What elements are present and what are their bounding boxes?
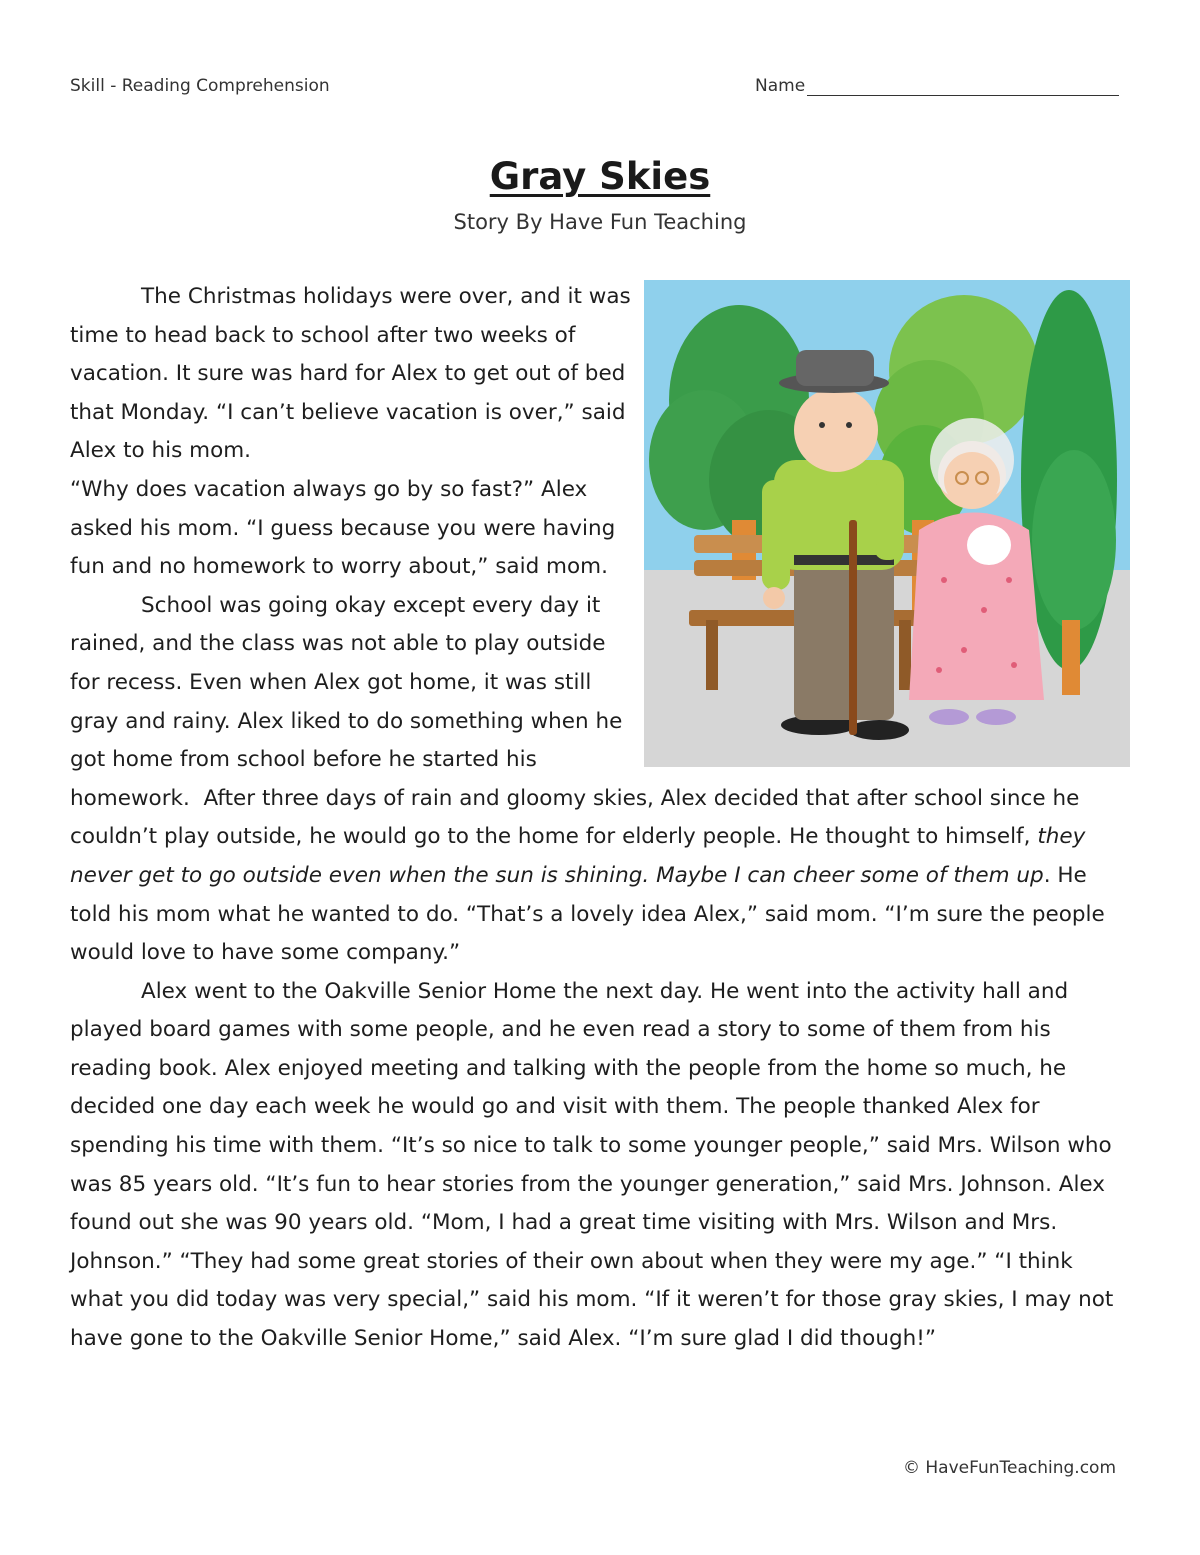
paragraph-1: The Christmas holidays were over, and it was time to head back to school after two weeks of vacation. It sure was hard for Alex to get out of bed that Monday. “I can’t believe vacation is over,” said Alex to his mom. (70, 284, 631, 464)
story-byline: Story By Have Fun Teaching (453, 210, 747, 234)
paragraph-3-italic: they never get to go outside even when the sun is shining. Maybe I can cheer some of them up (70, 824, 1086, 888)
story-title: Gray Skies (489, 155, 711, 198)
skill-label: Skill - Reading Comprehension (70, 76, 330, 96)
story-body (70, 278, 1130, 1359)
paragraph-3-part-b: . He told his mom what he wanted to do. “That’s a lovely idea Alex,” said mom. “I’m sure the people would love to have some company.” (70, 862, 1105, 966)
paragraph-3-part-a: School was going okay except every day it rained, and the class was not able to play outside for recess. Even when Alex got home, it was still gray and rainy. Alex liked to do something when he got home from school before he started his homework. After three days of rain and gloomy skies, Alex decided that after school since he couldn’t play outside, he would go to the home for elderly people. He thought to himself, (70, 592, 1080, 850)
name-label: Name (755, 76, 806, 96)
copyright-footer: © HaveFunTeaching.com (902, 1458, 1116, 1478)
paragraph-2: “Why does vacation always go by so fast?” Alex asked his mom. “I guess because you were having fun and no homework to worry about,” said mom. (70, 476, 616, 580)
elderly-couple-illustration (644, 280, 1130, 767)
name-blank-line[interactable] (807, 77, 1119, 96)
paragraph-4: Alex went to the Oakville Senior Home the next day. He went into the activity hall and played board games with some people, and he even read a story to some of them from his reading book. Alex enjoyed meeting and talking with the people from the home so much, he decided one day each week he would go and visit with them. The people thanked Alex for spending his time with them. “It’s so nice to talk to some younger people,” said Mrs. Wilson who was 85 years old. “It’s fun to hear stories from the younger generation,” said Mrs. Johnson. Alex found out she was 90 years old. “Mom, I had a great time visiting with Mrs. Wilson and Mrs. Johnson.” “They had some great stories of their own about when they were my age.” “I think what you did today was very special,” said his mom. “If it weren’t for those gray skies, I may not have gone to the Oakville Senior Home,” said Alex. “I’m sure glad I did though!” (70, 978, 1114, 1352)
name-field[interactable] (755, 76, 1119, 96)
